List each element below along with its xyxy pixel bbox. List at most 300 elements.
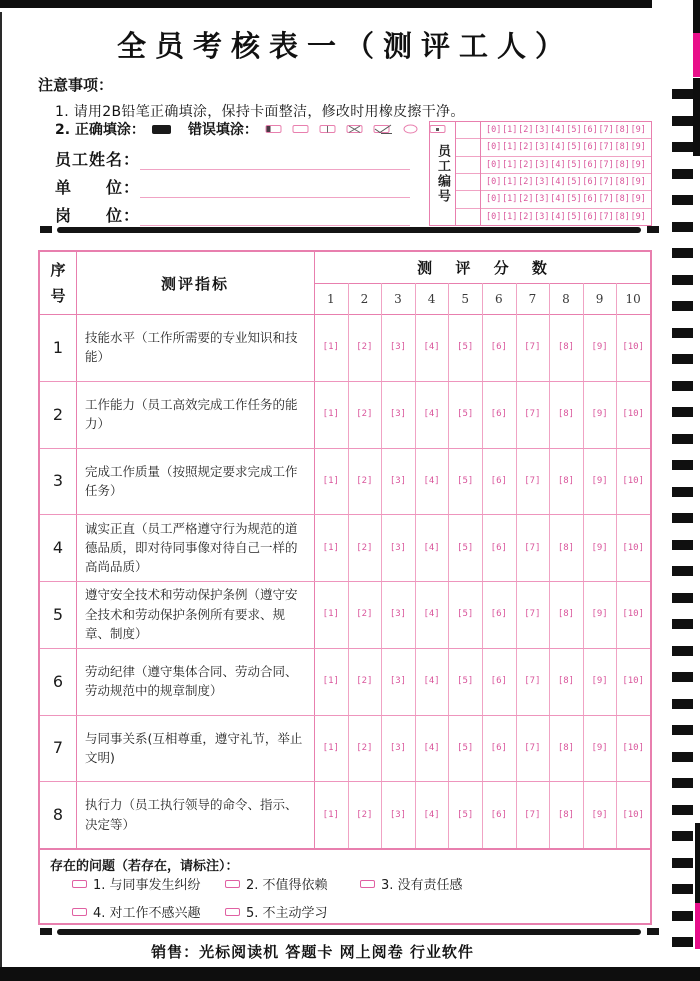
- wrong-mark-center-line-icon: [319, 124, 337, 135]
- digit-bubble[interactable]: [1]: [502, 194, 518, 205]
- employee-number-row: [481, 139, 651, 156]
- employee-number-row: [481, 122, 651, 139]
- score-cell: [516, 715, 550, 782]
- score-bubble[interactable]: [3]: [389, 342, 407, 353]
- score-bubble[interactable]: [2]: [356, 676, 373, 687]
- row-number: 4: [52, 538, 64, 558]
- digit-bubble[interactable]: [4]: [550, 211, 566, 222]
- score-cell: [448, 514, 482, 581]
- digit-bubble[interactable]: [9]: [630, 159, 646, 170]
- problem-item-3: [360, 874, 463, 893]
- score-bubble[interactable]: [10]: [622, 542, 645, 553]
- employee-number-panel: [429, 121, 652, 226]
- score-cell: [314, 781, 348, 848]
- score-cell: [583, 448, 617, 515]
- wrong-mark-empty-icon: [292, 124, 310, 135]
- employee-name-label: 员工姓名：: [55, 150, 141, 169]
- employee-number-write-column: [456, 122, 481, 225]
- score-cell: [381, 381, 415, 448]
- correct-fill-mark-icon: [152, 125, 171, 134]
- score-cell: [516, 648, 550, 715]
- digit-bubble[interactable]: [9]: [630, 211, 646, 222]
- row-number: 1: [52, 337, 64, 357]
- score-cell: [314, 314, 348, 381]
- digit-bubble[interactable]: [2]: [518, 142, 534, 153]
- scan-edge-line: [0, 12, 2, 967]
- score-cell: [616, 781, 650, 848]
- score-cell: [314, 448, 348, 515]
- timing-mark: [672, 460, 693, 470]
- score-bubble[interactable]: [5]: [457, 409, 474, 420]
- edge-strip-black: [695, 823, 700, 903]
- digit-bubble[interactable]: [1]: [502, 125, 518, 136]
- score-bubble[interactable]: [4]: [423, 609, 440, 620]
- score-column-header: 1: [326, 291, 335, 306]
- score-bubble[interactable]: [1]: [322, 676, 339, 687]
- score-bubble[interactable]: [7]: [524, 609, 541, 620]
- digit-bubble[interactable]: [9]: [630, 177, 646, 188]
- score-cell: [348, 781, 382, 848]
- digit-bubble[interactable]: [7]: [598, 142, 614, 153]
- digit-bubble[interactable]: [9]: [630, 125, 646, 136]
- digit-bubble[interactable]: [6]: [582, 125, 598, 136]
- score-cell: [448, 781, 482, 848]
- score-cell: [516, 314, 550, 381]
- problem-label-5: 5. 不主动学习: [246, 906, 328, 921]
- score-cell: [549, 648, 583, 715]
- score-bubble[interactable]: [2]: [356, 742, 373, 753]
- score-cell: [616, 648, 650, 715]
- timing-mark: [672, 513, 693, 523]
- timing-mark: [672, 646, 693, 656]
- problem-checkbox-2[interactable]: [225, 880, 240, 888]
- score-bubble[interactable]: [5]: [457, 475, 474, 486]
- score-cell: [448, 314, 482, 381]
- score-cell: [314, 648, 348, 715]
- notice-line-1: 1. 请用2B铅笔正确填涂，保持卡面整洁，修改时用橡皮擦干净。: [55, 104, 465, 120]
- score-bubble[interactable]: [6]: [490, 809, 507, 820]
- score-bubble[interactable]: [3]: [389, 809, 407, 820]
- score-bubble[interactable]: [3]: [389, 676, 407, 687]
- digit-bubble[interactable]: [6]: [582, 211, 598, 222]
- score-bubble[interactable]: [10]: [622, 742, 645, 753]
- row-indicator: 技能水平（工作所需要的专业知识和技能）: [85, 330, 298, 365]
- digit-bubble[interactable]: [3]: [534, 159, 550, 170]
- score-bubble[interactable]: [5]: [457, 609, 474, 620]
- score-bubble[interactable]: [8]: [557, 676, 575, 687]
- digit-bubble[interactable]: [6]: [582, 177, 598, 188]
- score-cell: [348, 715, 382, 782]
- problem-label-2: 2. 不值得依赖: [246, 878, 328, 893]
- score-bubble[interactable]: [2]: [356, 475, 373, 486]
- digit-bubble[interactable]: [3]: [534, 194, 550, 205]
- edge-strip-magenta: [695, 903, 700, 949]
- row-indicator: 完成工作质量（按照规定要求完成工作任务）: [85, 463, 298, 498]
- score-bubble[interactable]: [4]: [423, 475, 440, 486]
- score-cell: [516, 514, 550, 581]
- score-cell: [415, 781, 449, 848]
- seq-column-header: 序号: [50, 261, 66, 305]
- score-bubble[interactable]: [6]: [490, 475, 507, 486]
- score-cell: [348, 314, 382, 381]
- digit-bubble[interactable]: [7]: [598, 194, 614, 205]
- digit-bubble[interactable]: [0]: [486, 125, 502, 136]
- problem-checkbox-4[interactable]: [72, 908, 87, 916]
- score-cell: [616, 448, 650, 515]
- employee-number-write-cell[interactable]: [456, 209, 480, 225]
- digit-bubble[interactable]: [8]: [614, 125, 630, 136]
- score-bubble[interactable]: [9]: [591, 742, 608, 753]
- position-input[interactable]: [140, 206, 410, 226]
- score-cell: [583, 781, 617, 848]
- digit-bubble[interactable]: [2]: [518, 194, 534, 205]
- score-bubble[interactable]: [5]: [457, 676, 474, 687]
- notice-heading: 注意事项：: [38, 76, 114, 94]
- digit-bubble[interactable]: [2]: [518, 211, 534, 222]
- timing-mark: [672, 566, 693, 576]
- score-bubble[interactable]: [3]: [389, 542, 407, 553]
- digit-bubble[interactable]: [0]: [486, 194, 502, 205]
- digit-bubble[interactable]: [8]: [614, 194, 630, 205]
- score-cell: [314, 581, 348, 648]
- digit-bubble[interactable]: [1]: [502, 159, 518, 170]
- digit-bubble[interactable]: [4]: [550, 177, 566, 188]
- employee-number-write-cell[interactable]: [456, 157, 480, 174]
- timing-mark: [672, 169, 693, 179]
- timing-mark: [672, 354, 693, 364]
- wrong-fill-examples: [265, 124, 447, 135]
- problem-checkbox-3[interactable]: [360, 880, 375, 888]
- score-bubble[interactable]: [10]: [622, 342, 645, 353]
- score-bubble[interactable]: [6]: [490, 342, 507, 353]
- score-bubble[interactable]: [5]: [457, 542, 474, 553]
- digit-bubble[interactable]: [6]: [582, 142, 598, 153]
- score-bubble[interactable]: [7]: [524, 475, 541, 486]
- timing-mark: [672, 407, 693, 417]
- row-indicator: 工作能力（员工高效完成工作任务的能力）: [85, 396, 298, 432]
- score-bubble[interactable]: [8]: [557, 342, 575, 353]
- digit-bubble[interactable]: [5]: [566, 177, 582, 188]
- timing-mark: [672, 725, 693, 735]
- score-bubble[interactable]: [10]: [622, 676, 645, 687]
- digit-bubble[interactable]: [1]: [502, 142, 518, 153]
- row-number: 8: [52, 805, 64, 825]
- score-bubble[interactable]: [6]: [490, 742, 507, 753]
- problem-item-5: [225, 902, 328, 921]
- score-cell: [381, 581, 415, 648]
- digit-bubble[interactable]: [2]: [518, 159, 534, 170]
- score-cell: [381, 514, 415, 581]
- score-bubble[interactable]: [3]: [389, 609, 407, 620]
- digit-bubble[interactable]: [1]: [502, 211, 518, 222]
- sync-bar: [57, 227, 641, 233]
- timing-mark: [672, 275, 693, 285]
- timing-mark: [672, 328, 693, 338]
- edge-strip-magenta: [693, 33, 700, 77]
- score-bubble[interactable]: [6]: [490, 542, 507, 553]
- score-bubble[interactable]: [8]: [557, 475, 575, 486]
- score-bubble[interactable]: [9]: [591, 342, 608, 353]
- digit-bubble[interactable]: [4]: [550, 125, 566, 136]
- score-bubble[interactable]: [8]: [557, 609, 575, 620]
- score-cell: [415, 314, 449, 381]
- timing-mark: [672, 884, 693, 894]
- score-section-header: 测 评 分 数: [417, 259, 556, 277]
- score-cell: [583, 314, 617, 381]
- digit-bubble[interactable]: [5]: [566, 211, 582, 222]
- score-bubble[interactable]: [8]: [557, 809, 575, 820]
- score-bubble[interactable]: [5]: [457, 742, 474, 753]
- score-bubble[interactable]: [1]: [322, 342, 339, 353]
- employee-name-input[interactable]: [140, 150, 410, 170]
- timing-mark: [672, 381, 693, 391]
- digit-bubble[interactable]: [5]: [566, 159, 582, 170]
- unit-input[interactable]: [140, 178, 410, 198]
- sync-square: [647, 928, 659, 935]
- score-cell: [314, 514, 348, 581]
- employee-number-write-cell[interactable]: [456, 174, 480, 191]
- digit-bubble[interactable]: [9]: [630, 194, 646, 205]
- score-bubble[interactable]: [7]: [524, 409, 541, 420]
- digit-bubble[interactable]: [7]: [598, 211, 614, 222]
- digit-bubble[interactable]: [5]: [566, 194, 582, 205]
- score-cell: [616, 581, 650, 648]
- score-bubble[interactable]: [2]: [356, 409, 373, 420]
- score-bubble[interactable]: [2]: [356, 342, 373, 353]
- score-bubble[interactable]: [9]: [591, 809, 608, 820]
- score-bubble[interactable]: [2]: [356, 809, 373, 820]
- unit-label: 单 位：: [55, 178, 141, 197]
- row-number: 7: [52, 738, 64, 758]
- score-cell: [616, 314, 650, 381]
- score-cell: [448, 581, 482, 648]
- digit-bubble[interactable]: [0]: [486, 159, 502, 170]
- score-bubble[interactable]: [2]: [356, 609, 373, 620]
- score-bubble[interactable]: [10]: [622, 409, 645, 420]
- score-column-header: 7: [528, 291, 537, 306]
- score-cell: [549, 781, 583, 848]
- score-bubble[interactable]: [9]: [591, 409, 608, 420]
- score-bubble[interactable]: [10]: [622, 475, 645, 486]
- score-bubble[interactable]: [8]: [557, 742, 575, 753]
- digit-bubble[interactable]: [3]: [534, 211, 550, 222]
- score-column-header: 4: [427, 291, 436, 306]
- score-bubble[interactable]: [3]: [389, 475, 407, 486]
- digit-bubble[interactable]: [2]: [518, 125, 534, 136]
- indicator-column-header: 测评指标: [160, 274, 229, 293]
- score-bubble[interactable]: [4]: [423, 809, 440, 820]
- score-bubble[interactable]: [6]: [490, 676, 507, 687]
- score-bubble[interactable]: [1]: [322, 742, 339, 753]
- score-bubble[interactable]: [7]: [524, 809, 541, 820]
- employee-number-title: 员工编号: [430, 122, 456, 225]
- score-cell: [583, 715, 617, 782]
- timing-mark: [672, 248, 693, 258]
- edge-strip-black: [693, 0, 700, 33]
- score-bubble[interactable]: [7]: [524, 342, 541, 353]
- row-indicator: 与同事关系(互相尊重，遵守礼节，举止文明): [85, 730, 303, 765]
- score-cell: [415, 381, 449, 448]
- timing-mark: [672, 593, 693, 603]
- digit-bubble[interactable]: [3]: [534, 142, 550, 153]
- sync-square: [647, 226, 659, 233]
- score-bubble[interactable]: [4]: [423, 342, 440, 353]
- score-bubble[interactable]: [5]: [457, 809, 474, 820]
- score-cell: [448, 448, 482, 515]
- digit-bubble[interactable]: [8]: [614, 142, 630, 153]
- digit-bubble[interactable]: [4]: [550, 159, 566, 170]
- score-column-header: 10: [625, 291, 641, 306]
- score-cell: [482, 781, 516, 848]
- score-cell: [415, 514, 449, 581]
- employee-number-write-cell[interactable]: [456, 191, 480, 208]
- wrong-fill-label: 错误填涂：: [187, 122, 258, 138]
- evaluation-table: [38, 250, 652, 850]
- score-cell: [381, 448, 415, 515]
- score-cell: [348, 581, 382, 648]
- bottom-registration-bar: [0, 967, 700, 981]
- score-cell: [482, 381, 516, 448]
- digit-bubble[interactable]: [7]: [598, 177, 614, 188]
- digit-bubble[interactable]: [3]: [534, 125, 550, 136]
- digit-bubble[interactable]: [5]: [566, 125, 582, 136]
- score-bubble[interactable]: [7]: [524, 676, 541, 687]
- score-cell: [482, 514, 516, 581]
- timing-mark: [672, 487, 693, 497]
- score-bubble[interactable]: [4]: [423, 542, 440, 553]
- problem-checkbox-1[interactable]: [72, 880, 87, 888]
- employee-number-row: [481, 174, 651, 191]
- score-cell: [549, 448, 583, 515]
- digit-bubble[interactable]: [6]: [582, 159, 598, 170]
- score-bubble[interactable]: [4]: [423, 742, 440, 753]
- timing-mark: [672, 195, 693, 205]
- score-cell: [549, 715, 583, 782]
- digit-bubble[interactable]: [9]: [630, 142, 646, 153]
- score-column-header: 9: [595, 291, 604, 306]
- score-cell: [314, 381, 348, 448]
- score-bubble[interactable]: [10]: [622, 609, 645, 620]
- score-bubble[interactable]: [7]: [524, 742, 541, 753]
- problem-label-4: 4. 对工作不感兴趣: [93, 906, 201, 921]
- score-cell: [549, 514, 583, 581]
- score-bubble[interactable]: [4]: [423, 409, 440, 420]
- score-bubble[interactable]: [9]: [591, 676, 608, 687]
- score-bubble[interactable]: [3]: [389, 409, 407, 420]
- score-bubble[interactable]: [1]: [322, 809, 339, 820]
- digit-bubble[interactable]: [1]: [502, 177, 518, 188]
- employee-number-write-cell[interactable]: [456, 139, 480, 156]
- score-cell: [381, 781, 415, 848]
- score-bubble[interactable]: [1]: [322, 609, 339, 620]
- score-bubble[interactable]: [10]: [622, 809, 645, 820]
- digit-bubble[interactable]: [5]: [566, 142, 582, 153]
- sync-square: [40, 928, 52, 935]
- timing-mark: [672, 937, 693, 947]
- row-indicator: 诚实正直（员工严格遵守行为规范的道德品质，即对待同事像对待自己一样的高尚品质）: [85, 520, 298, 575]
- score-bubble[interactable]: [9]: [591, 542, 608, 553]
- score-cell: [549, 381, 583, 448]
- timing-mark: [672, 540, 693, 550]
- timing-mark: [672, 116, 693, 126]
- score-cell: [516, 781, 550, 848]
- row-indicator: 执行力（员工执行领导的命令、指示、决定等）: [85, 797, 298, 832]
- digit-bubble[interactable]: [4]: [550, 142, 566, 153]
- employee-number-bubble-grid: [481, 122, 651, 225]
- employee-number-row: [481, 209, 651, 225]
- score-cell: [583, 381, 617, 448]
- score-bubble[interactable]: [1]: [322, 542, 339, 553]
- timing-mark: [672, 911, 693, 921]
- problem-checkbox-5[interactable]: [225, 908, 240, 916]
- timing-mark: [672, 752, 693, 762]
- edge-strip-black: [693, 78, 700, 156]
- timing-mark: [672, 619, 693, 629]
- score-cell: [482, 715, 516, 782]
- score-bubble[interactable]: [6]: [490, 609, 507, 620]
- digit-bubble[interactable]: [4]: [550, 194, 566, 205]
- score-cell: [616, 514, 650, 581]
- digit-bubble[interactable]: [8]: [614, 177, 630, 188]
- score-bubble[interactable]: [7]: [524, 542, 541, 553]
- digit-bubble[interactable]: [7]: [598, 125, 614, 136]
- score-cell: [448, 381, 482, 448]
- digit-bubble[interactable]: [3]: [534, 177, 550, 188]
- score-bubble[interactable]: [2]: [356, 542, 373, 553]
- wrong-mark-check-icon: [373, 124, 393, 135]
- score-bubble[interactable]: [8]: [557, 542, 575, 553]
- employee-number-row: [481, 191, 651, 208]
- score-bubble[interactable]: [4]: [423, 676, 440, 687]
- score-cell: [482, 648, 516, 715]
- timing-mark: [672, 858, 693, 868]
- vendor-footer: 销售：光标阅读机 答题卡 网上阅卷 行业软件: [151, 943, 474, 961]
- digit-bubble[interactable]: [0]: [486, 142, 502, 153]
- score-column-header: 6: [494, 291, 503, 306]
- score-cell: [583, 648, 617, 715]
- employee-number-write-cell[interactable]: [456, 122, 480, 139]
- score-cell: [348, 648, 382, 715]
- sync-square: [40, 226, 52, 233]
- score-cell: [381, 715, 415, 782]
- score-bubble[interactable]: [1]: [322, 475, 339, 486]
- digit-bubble[interactable]: [0]: [486, 211, 502, 222]
- score-bubble[interactable]: [9]: [591, 475, 608, 486]
- score-cell: [348, 448, 382, 515]
- score-bubble[interactable]: [3]: [389, 742, 407, 753]
- score-cell: [516, 448, 550, 515]
- score-bubble[interactable]: [8]: [557, 409, 575, 420]
- row-number: 6: [52, 671, 64, 691]
- digit-bubble[interactable]: [2]: [518, 177, 534, 188]
- score-bubble[interactable]: [5]: [457, 342, 474, 353]
- score-bubble[interactable]: [6]: [490, 409, 507, 420]
- score-cell: [616, 715, 650, 782]
- score-bubble[interactable]: [9]: [591, 609, 608, 620]
- digit-bubble[interactable]: [8]: [614, 211, 630, 222]
- employee-name-field: [55, 150, 410, 170]
- problem-item-2: [225, 874, 328, 893]
- digit-bubble[interactable]: [0]: [486, 177, 502, 188]
- problems-heading: 存在的问题（若存在，请标注）：: [50, 859, 239, 874]
- digit-bubble[interactable]: [6]: [582, 194, 598, 205]
- digit-bubble[interactable]: [8]: [614, 159, 630, 170]
- score-bubble[interactable]: [1]: [322, 409, 339, 420]
- position-label: 岗 位：: [55, 206, 141, 225]
- problem-item-1: [72, 874, 201, 893]
- digit-bubble[interactable]: [7]: [598, 159, 614, 170]
- employee-number-row: [481, 157, 651, 174]
